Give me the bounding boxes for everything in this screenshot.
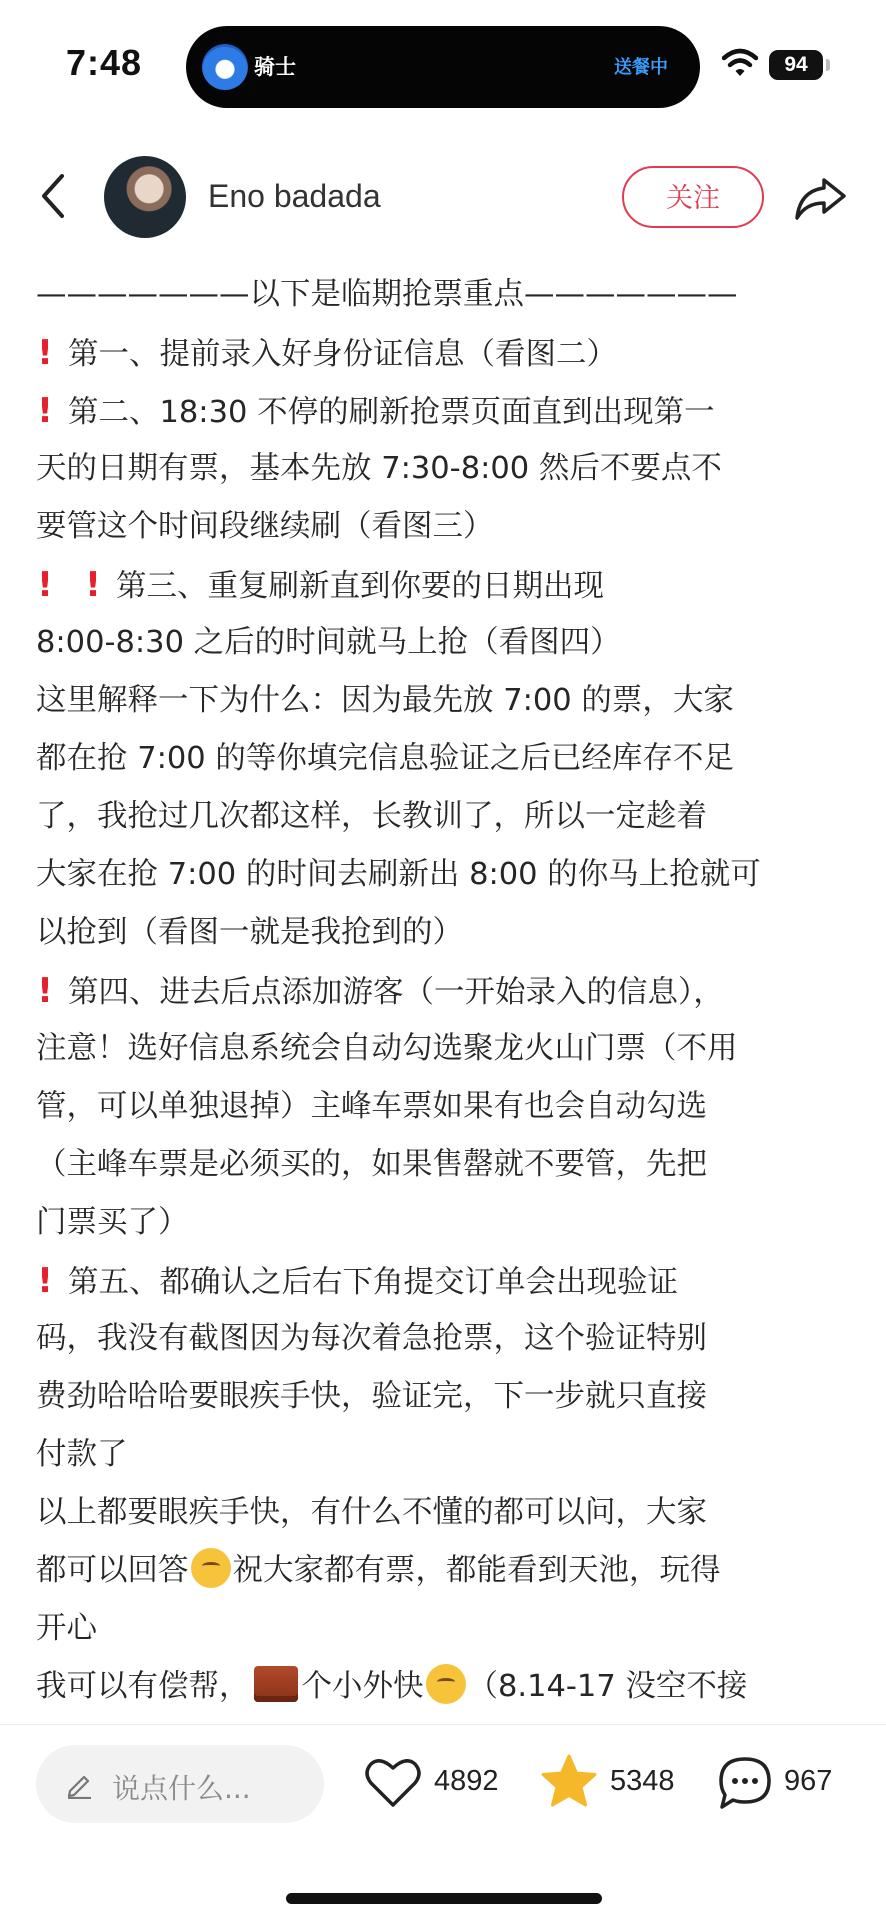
post-line [36, 904, 856, 962]
brick-emoji-icon [254, 1666, 298, 1702]
post-line-text: 天的日期有票，基本先放 7:30-8:00 然后不要点不 [36, 451, 722, 486]
shushing-face-emoji-icon [191, 1548, 231, 1588]
exclamation-icon: ! [37, 1261, 53, 1301]
post-line-text: 第四、进去后点添加游客（一开始录入的信息）， [68, 975, 724, 1010]
post-line-text: 付款了 [36, 1437, 128, 1472]
post-line [36, 556, 856, 614]
pencil-icon [64, 1769, 94, 1799]
post-line [36, 846, 856, 904]
post-line [36, 1658, 856, 1716]
post-line-text: 码，我没有截图因为每次着急抢票，这个验证特别 [36, 1321, 707, 1356]
post-line-text: 管，可以单独退掉）主峰车票如果有也会自动勾选 [36, 1089, 707, 1124]
post-line [36, 788, 856, 846]
post-line-text: 费劲哈哈哈要眼疾手快，验证完，下一步就只直接 [36, 1379, 707, 1414]
post-line-text: 第五、都确认之后右下角提交订单会出现验证 [68, 1265, 678, 1300]
comment-input[interactable] [36, 1745, 324, 1823]
post-line [36, 730, 856, 788]
dynamic-island[interactable] [186, 26, 700, 108]
exclamation-icon: ! [85, 565, 101, 605]
post-line [36, 1252, 856, 1310]
home-indicator [286, 1893, 602, 1904]
post-line-text: 以上都要眼疾手快，有什么不懂的都可以问，大家 [36, 1495, 707, 1530]
post-line: 开心 [36, 1611, 97, 1646]
post-line [36, 1310, 856, 1368]
author-avatar[interactable] [104, 156, 186, 238]
post-line-text: 门票买了） [36, 1205, 189, 1240]
post-line [36, 382, 856, 440]
post-line-text: 第二、18:30 不停的刷新抢票页面直到出现第一 [68, 395, 715, 430]
post-line-text: 以抢到（看图一就是我抢到的） [36, 915, 463, 950]
exclamation-icon: ! [37, 565, 53, 605]
post-line-text: 大家在抢 7:00 的时间去刷新出 8:00 的你马上抢就可 [36, 857, 761, 892]
post-line [36, 266, 856, 324]
post-line-text: 8:00-8:30 之后的时间就马上抢（看图四） [36, 625, 621, 660]
shushing-face-emoji-icon [426, 1664, 466, 1704]
heart-icon[interactable] [364, 1755, 422, 1809]
post-line-text: ———————以下是临期抢票重点——————— [36, 277, 738, 312]
post-line-text: （主峰车票是必须买的，如果售罄就不要管，先把 [36, 1147, 707, 1182]
post-line [36, 1020, 856, 1078]
wifi-icon [722, 48, 758, 78]
post-text [36, 266, 856, 1542]
post-line [36, 672, 856, 730]
bottom-action-bar [0, 1724, 886, 1921]
post-line [36, 1368, 856, 1426]
post-line [36, 1194, 856, 1252]
share-icon[interactable] [792, 174, 848, 222]
comment-count: 967 [784, 1765, 833, 1797]
post-line [36, 324, 856, 382]
post-line [36, 614, 856, 672]
post-line [36, 1542, 856, 1600]
post-line-text: 了，我抢过几次都这样，长教训了，所以一定趁着 [36, 799, 707, 834]
back-arrow-icon[interactable] [34, 170, 74, 222]
status-bar [0, 0, 886, 130]
post-line [36, 440, 856, 498]
post-line-text: 要管这个时间段继续刷（看图三） [36, 509, 494, 544]
post-header [0, 140, 886, 250]
post-body [36, 266, 856, 1724]
post-text-segment: 祝大家都有票，都能看到天池，玩得 [232, 1553, 721, 1588]
exclamation-icon: ! [37, 391, 53, 431]
follow-button[interactable]: 关注 [622, 166, 764, 228]
post-line [36, 1484, 856, 1542]
comment-bubble-icon[interactable] [716, 1755, 774, 1811]
post-line-text: 第一、提前录入好身份证信息（看图二） [68, 337, 617, 372]
star-icon[interactable] [540, 1753, 598, 1811]
island-delivery-status: 送餐中 [614, 57, 668, 78]
post-text-segment: （8.14-17 没空不接 [467, 1669, 748, 1704]
post-line [36, 962, 856, 1020]
like-count: 4892 [434, 1765, 499, 1797]
comment-placeholder: 说点什么... [112, 1772, 251, 1805]
post-line [36, 1078, 856, 1136]
battery-tip [826, 59, 830, 71]
post-line [36, 1426, 856, 1484]
post-line-text: 注意！选好信息系统会自动勾选聚龙火山门票（不用 [36, 1031, 738, 1066]
post-line [36, 498, 856, 556]
post-line-text: 这里解释一下为什么：因为最先放 7:00 的票，大家 [36, 683, 734, 718]
post-text-segment: 都可以回答 [36, 1553, 189, 1588]
post-line-text: 第三、重复刷新直到你要的日期出现 [116, 569, 604, 604]
status-time: 7:48 [66, 42, 143, 83]
post-text-segment: 我可以有偿帮， [36, 1669, 250, 1704]
post-text-segment: 个小外快 [301, 1669, 424, 1704]
exclamation-icon: ! [37, 971, 53, 1011]
collect-count: 5348 [610, 1765, 675, 1797]
post-line [36, 1136, 856, 1194]
exclamation-icon: ! [37, 333, 53, 373]
author-name[interactable]: Eno badada [208, 178, 381, 214]
battery-indicator: 94 [769, 50, 823, 80]
post-line-text: 都在抢 7:00 的等你填完信息验证之后已经库存不足 [36, 741, 734, 776]
delivery-app-icon [202, 44, 248, 90]
island-app-name: 骑士 [254, 55, 296, 79]
